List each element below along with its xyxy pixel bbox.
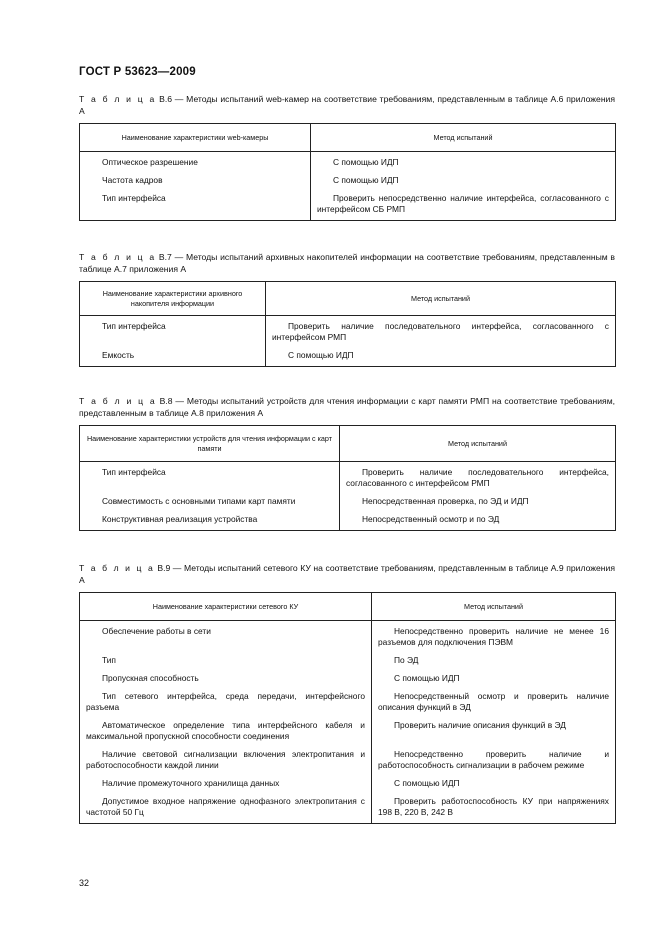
table-cell: Непосредственный осмотр и по ЭД <box>340 512 616 531</box>
column-header: Метод испытаний <box>266 282 616 316</box>
table-cell: Наличие световой сигнализации включения электропитания и работоспособности каждой линии <box>80 747 372 776</box>
column-header: Наименование характеристики web-камеры <box>80 124 311 152</box>
table-b8-caption <box>79 396 615 419</box>
table-cell: Тип интерфейса <box>80 191 311 221</box>
table-row <box>80 512 616 531</box>
table-b7 <box>79 281 616 367</box>
table-cell: Непосредственно проверить наличие и работоспособность сигнализации в рабочем режиме <box>372 747 616 776</box>
table-row <box>80 794 616 824</box>
table-cell: С помощью ИДП <box>372 671 616 689</box>
table-row <box>80 671 616 689</box>
caption-text: В.9 — Методы испытаний сетевого КУ на соответствие требованиям, представленным в таблице А.9 приложения А <box>79 563 615 585</box>
table-cell: Наличие промежуточного хранилища данных <box>80 776 372 794</box>
table-cell: Проверить наличие описания функций в ЭД <box>372 718 616 747</box>
table-cell: Допустимое входное напряжение однофазного электропитания с частотой 50 Гц <box>80 794 372 824</box>
table-cell: С помощью ИДП <box>311 173 616 191</box>
table-cell: Оптическое разрешение <box>80 152 311 174</box>
column-header: Наименование характеристики архивного накопителя информации <box>80 282 266 316</box>
table-row <box>80 718 616 747</box>
table-row <box>80 776 616 794</box>
column-header: Метод испытаний <box>372 593 616 621</box>
table-cell: Обеспечение работы в сети <box>80 621 372 654</box>
table-b6 <box>79 123 616 221</box>
table-row <box>80 348 616 367</box>
column-header: Метод испытаний <box>340 426 616 462</box>
table-cell: Непосредственная проверка, по ЭД и ИДП <box>340 494 616 512</box>
table-row <box>80 152 616 174</box>
table-cell: Проверить наличие последовательного интерфейса, согласованного с интерфейсом РМП <box>266 316 616 349</box>
table-b9 <box>79 592 616 824</box>
table-cell: Проверить непосредственно наличие интерфейса, согласованного с интерфейсом СБ РМП <box>311 191 616 221</box>
table-cell: Непосредственно проверить наличие не менее 16 разъемов для подключения ПЭВМ <box>372 621 616 654</box>
table-row <box>80 494 616 512</box>
table-row <box>80 191 616 221</box>
table-cell: Совместимость с основными типами карт памяти <box>80 494 340 512</box>
table-cell: Автоматическое определение типа интерфейсного кабеля и максимальной пропускной способности соединения <box>80 718 372 747</box>
table-cell: С помощью ИДП <box>311 152 616 174</box>
table-cell: Частота кадров <box>80 173 311 191</box>
table-cell: Пропускная способность <box>80 671 372 689</box>
column-header: Метод испытаний <box>311 124 616 152</box>
table-row <box>80 316 616 349</box>
table-cell: Тип интерфейса <box>80 316 266 349</box>
caption-text: В.8 — Методы испытаний устройств для чтения информации с карт памяти РМП на соответствие требованиям, представленным в таблице А.8 приложения А <box>79 396 615 418</box>
caption-word: Т а б л и ц а <box>79 252 157 262</box>
table-cell: Непосредственный осмотр и проверить наличие описания функций в ЭД <box>372 689 616 718</box>
table-cell: Проверить наличие последовательного интерфейса, согласованного с интерфейсом РМП <box>340 462 616 495</box>
table-cell: Конструктивная реализация устройства <box>80 512 340 531</box>
caption-text: В.7 — Методы испытаний архивных накопителей информации на соответствие требованиям, представленным в таблице А.7 приложения А <box>79 252 615 274</box>
table-b7-caption <box>79 252 615 275</box>
table-row <box>80 689 616 718</box>
table-cell: С помощью ИДП <box>266 348 616 367</box>
caption-word: Т а б л и ц а <box>79 563 155 573</box>
table-row <box>80 621 616 654</box>
column-header: Наименование характеристики сетевого КУ <box>80 593 372 621</box>
table-row <box>80 747 616 776</box>
table-cell: Тип <box>80 653 372 671</box>
table-b6-caption <box>79 94 615 117</box>
table-b8 <box>79 425 616 531</box>
standard-header: ГОСТ Р 53623—2009 <box>79 66 196 78</box>
table-row <box>80 462 616 495</box>
table-cell: Емкость <box>80 348 266 367</box>
page-number: 32 <box>79 878 90 888</box>
table-b9-caption <box>79 563 615 586</box>
table-row <box>80 653 616 671</box>
caption-word: Т а б л и ц а <box>79 94 157 104</box>
caption-text: В.6 — Методы испытаний web-камер на соответствие требованиям, представленным в таблице А.6 приложения А <box>79 94 616 116</box>
table-cell: Тип интерфейса <box>80 462 340 495</box>
table-cell: Тип сетевого интерфейса, среда передачи, интерфейсного разъема <box>80 689 372 718</box>
table-cell: По ЭД <box>372 653 616 671</box>
table-cell: Проверить работоспособность КУ при напряжениях 198 В, 220 В, 242 В <box>372 794 616 824</box>
table-row <box>80 173 616 191</box>
caption-word: Т а б л и ц а <box>79 396 157 406</box>
column-header: Наименование характеристики устройств для чтения информации с карт памяти <box>80 426 340 462</box>
table-cell: С помощью ИДП <box>372 776 616 794</box>
